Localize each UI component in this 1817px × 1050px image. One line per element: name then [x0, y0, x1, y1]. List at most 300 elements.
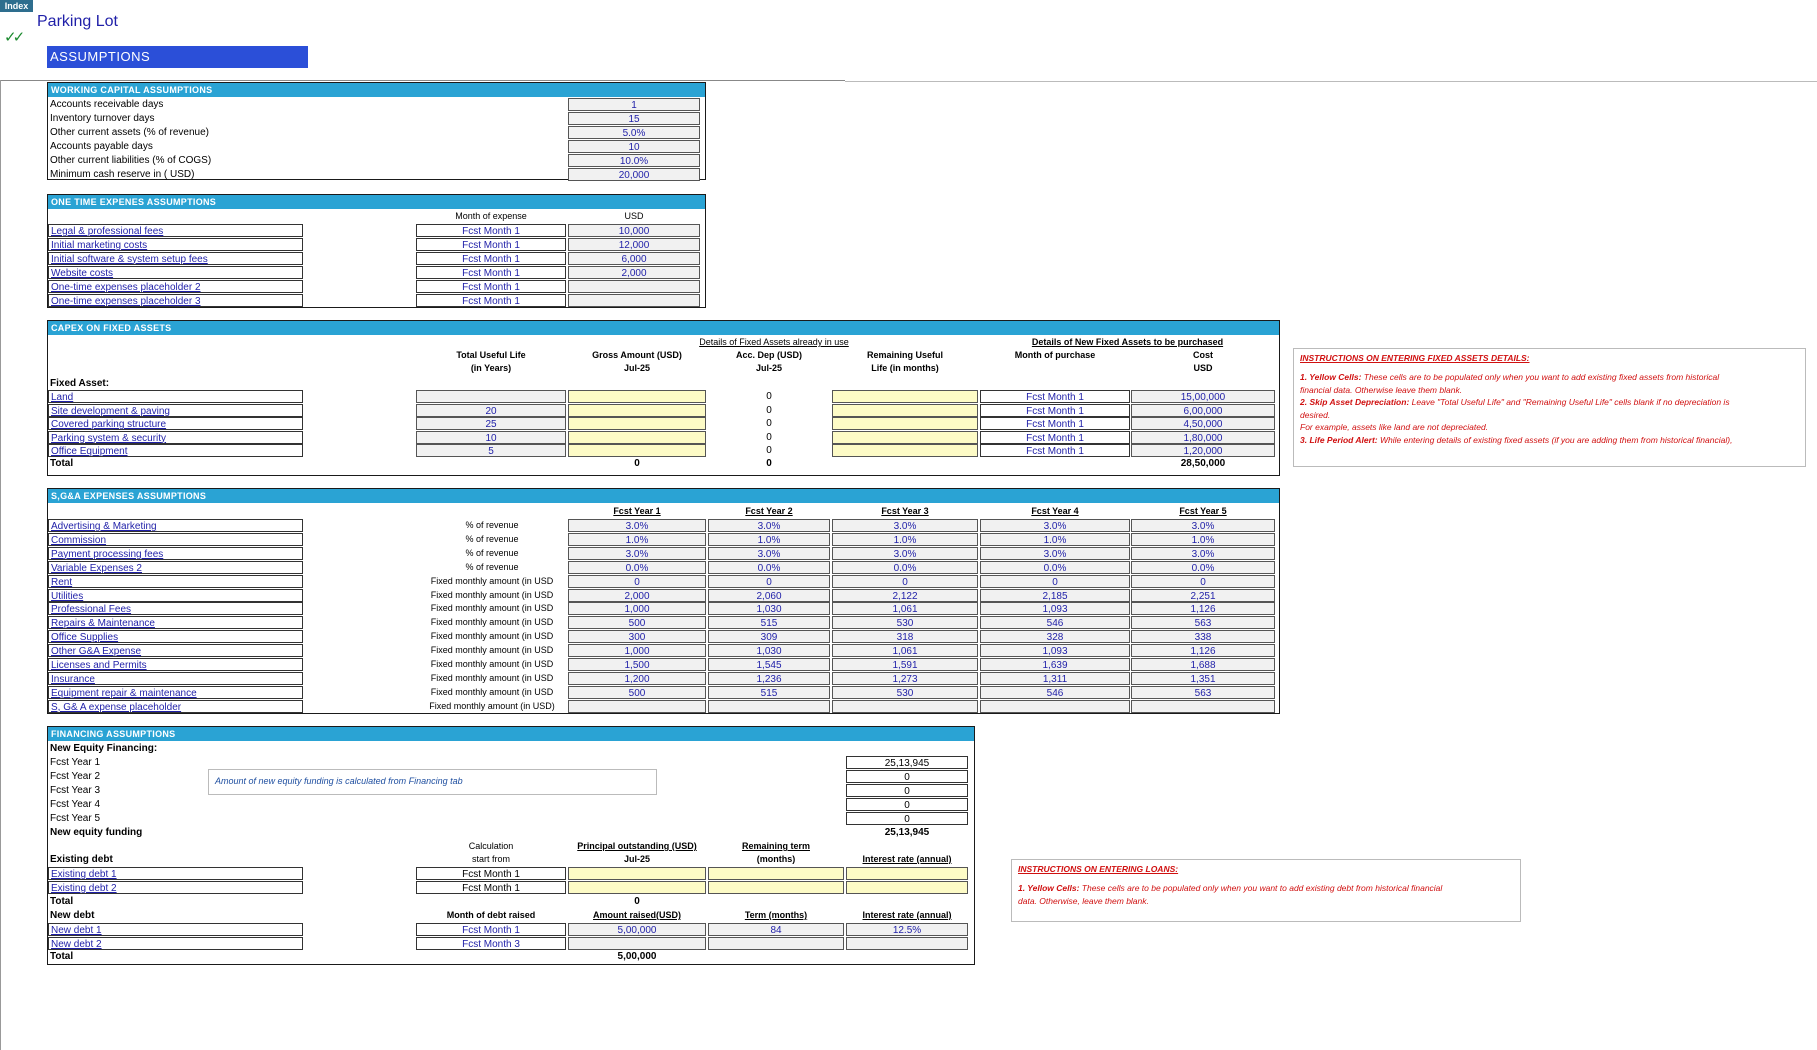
wc-label: Accounts payable days: [50, 140, 153, 152]
value-input[interactable]: 1,126: [1131, 602, 1275, 615]
month-select[interactable]: Fcst Month 3: [416, 937, 566, 950]
useful-life-input[interactable]: 25: [416, 417, 566, 430]
total-value: 0: [766, 458, 772, 469]
table-row: [48, 881, 974, 895]
usd-input[interactable]: [568, 294, 700, 307]
rate-input[interactable]: [846, 937, 968, 950]
basis-label: Fixed monthly amount (in USD): [429, 700, 555, 711]
total-row: [48, 457, 1279, 471]
table-row: [48, 602, 1279, 616]
value-input[interactable]: 1,500: [568, 658, 706, 671]
table-header: [48, 349, 1279, 363]
value-input[interactable]: 1,688: [1131, 658, 1275, 671]
col-header: Jul-25: [623, 854, 650, 864]
col-header-usd: USD: [624, 211, 644, 221]
section-header: CAPEX ON FIXED ASSETS: [48, 321, 1279, 335]
total-row: [48, 950, 974, 964]
note-line: desired.: [1300, 409, 1331, 420]
value-input[interactable]: 338: [1131, 630, 1275, 643]
value-input[interactable]: 1,311: [980, 672, 1130, 685]
expense-link[interactable]: Other G&A Expense: [48, 644, 303, 657]
value-input[interactable]: 1.0%: [1131, 533, 1275, 546]
value-input[interactable]: 1,545: [708, 658, 830, 671]
rate-input[interactable]: 12.5%: [846, 923, 968, 936]
value-input[interactable]: 300: [568, 630, 706, 643]
expense-link[interactable]: Initial marketing costs: [48, 238, 303, 251]
wc-label: Inventory turnover days: [50, 112, 155, 124]
term-input[interactable]: [708, 937, 844, 950]
value-input[interactable]: 0.0%: [980, 561, 1130, 574]
remaining-life-input[interactable]: [832, 390, 978, 403]
value-input[interactable]: 3.0%: [980, 547, 1130, 560]
table-row: [48, 672, 1279, 686]
equity-value: 0: [846, 798, 968, 811]
table-row: [48, 923, 974, 937]
total-value: 0: [634, 458, 640, 469]
month-select[interactable]: Fcst Month 1: [416, 266, 566, 279]
basis-label: Fixed monthly amount (in USD: [430, 575, 554, 586]
year-header: Fcst Year 3: [881, 506, 929, 516]
value-input[interactable]: 515: [708, 686, 830, 699]
loans-instructions: [1011, 859, 1521, 922]
year-label: Fcst Year 4: [50, 798, 101, 810]
basis-label: Fixed monthly amount (in USD: [430, 589, 554, 600]
value-input[interactable]: 0.0%: [832, 561, 978, 574]
col-header: Jul-25: [623, 363, 650, 373]
value-input[interactable]: 1,351: [1131, 672, 1275, 685]
gross-amount-input[interactable]: [568, 417, 706, 430]
value-input[interactable]: 1.0%: [832, 533, 978, 546]
col-header: Principal outstanding (USD): [577, 841, 697, 851]
month-select[interactable]: Fcst Month 1: [416, 224, 566, 237]
check-icon: ✓✓: [4, 29, 22, 46]
value-input[interactable]: 309: [708, 630, 830, 643]
expense-link[interactable]: Office Supplies: [48, 630, 303, 643]
table-row: [48, 700, 1279, 714]
equity-value: 0: [846, 770, 968, 783]
value-input[interactable]: 2,251: [1131, 589, 1275, 602]
value-input[interactable]: 1,000: [568, 602, 706, 615]
expense-link[interactable]: Advertising & Marketing: [48, 519, 303, 532]
table-row: [48, 224, 705, 238]
table-row: [48, 644, 1279, 658]
equity-note: Amount of new equity funding is calculated from Financing tab: [208, 769, 657, 795]
divider: [845, 81, 1817, 82]
table-row: [48, 404, 1279, 418]
acc-dep-value: 0: [766, 404, 772, 416]
expense-link[interactable]: S, G& A expense placeholder: [48, 700, 303, 713]
asset-link[interactable]: Office Equipment: [48, 444, 303, 457]
table-row: [48, 589, 1279, 603]
working-capital-section: [47, 82, 706, 180]
col-header: Month of purchase: [1014, 350, 1096, 360]
wc-value-input[interactable]: 10.0%: [568, 154, 700, 167]
total-label: Total: [50, 951, 74, 962]
basis-label: Fixed monthly amount (in USD: [430, 659, 554, 669]
gross-amount-input[interactable]: [568, 390, 706, 403]
start-select[interactable]: Fcst Month 1: [416, 881, 566, 894]
useful-life-input[interactable]: 5: [416, 444, 566, 457]
table-header: [48, 840, 974, 854]
total-label: Total: [50, 896, 74, 907]
expense-link[interactable]: Website costs: [48, 266, 303, 279]
table-row: [48, 294, 705, 308]
table-row: [48, 575, 1279, 589]
basis-label: % of revenue: [465, 561, 519, 572]
group-existing: Details of Fixed Assets already in use: [699, 337, 849, 347]
value-input[interactable]: 3.0%: [832, 547, 978, 560]
expense-link[interactable]: Payment processing fees: [48, 547, 303, 560]
value-input[interactable]: 318: [832, 630, 978, 643]
value-input[interactable]: 1,030: [708, 602, 830, 615]
useful-life-input[interactable]: 10: [416, 431, 566, 444]
value-input[interactable]: 0.0%: [1131, 561, 1275, 574]
table-row: [48, 280, 705, 294]
value-input[interactable]: [832, 700, 978, 713]
table-row: [48, 238, 705, 252]
usd-input[interactable]: 10,000: [568, 224, 700, 237]
acc-dep-value: 0: [766, 431, 772, 443]
value-input[interactable]: 1.0%: [708, 533, 830, 546]
value-input[interactable]: 0: [568, 575, 706, 588]
table-row: [48, 533, 1279, 547]
value-input[interactable]: 1,591: [832, 658, 978, 671]
total-value: 5,00,000: [617, 951, 657, 962]
note-line: For example, assets like land are not depreciated.: [1300, 422, 1489, 432]
value-input[interactable]: 563: [1131, 616, 1275, 629]
gross-amount-input[interactable]: [568, 431, 706, 444]
year-header: Fcst Year 2: [745, 506, 793, 516]
value-input[interactable]: 530: [832, 616, 978, 629]
divider: [0, 80, 845, 81]
basis-label: Fixed monthly amount (in USD: [430, 631, 554, 642]
cost-input[interactable]: 1,80,000: [1131, 431, 1275, 444]
table-row: [48, 140, 705, 154]
note-line: financial data. Otherwise leave them blank.: [1300, 384, 1463, 395]
value-input[interactable]: 3.0%: [568, 519, 706, 532]
note-line: 1. Yellow Cells: These cells are to be populated only when you want to add existing fixed assets from historical: [1300, 372, 1720, 382]
amount-input[interactable]: 5,00,000: [568, 923, 706, 936]
col-header: (in Years): [470, 363, 512, 373]
table-row: [48, 812, 974, 826]
value-input[interactable]: 500: [568, 686, 706, 699]
value-input[interactable]: [568, 700, 706, 713]
start-select[interactable]: Fcst Month 1: [416, 867, 566, 880]
table-row: [48, 377, 1279, 391]
cost-input[interactable]: 1,20,000: [1131, 444, 1275, 457]
interest-rate-input[interactable]: [846, 881, 968, 894]
remaining-life-input[interactable]: [832, 444, 978, 457]
value-input[interactable]: 1,273: [832, 672, 978, 685]
basis-label: Fixed monthly amount (in USD: [430, 603, 554, 614]
value-input[interactable]: 546: [980, 686, 1130, 699]
debt-link[interactable]: Existing debt 2: [48, 881, 303, 894]
principal-input[interactable]: [568, 867, 706, 880]
section-header: S,G&A EXPENSES ASSUMPTIONS: [48, 489, 1279, 503]
page-title: Parking Lot: [37, 13, 118, 30]
col-header: Interest rate (annual): [862, 854, 952, 864]
table-row: [48, 742, 974, 756]
value-input[interactable]: 530: [832, 686, 978, 699]
wc-label: Accounts receivable days: [50, 99, 164, 110]
table-row: [48, 154, 705, 168]
table-row: [48, 390, 1279, 404]
value-input[interactable]: 3.0%: [1131, 519, 1275, 532]
expense-link[interactable]: Utilities: [48, 589, 303, 602]
note-line: 1. Yellow Cells: These cells are to be populated only when you want to add existing debt from historical financial: [1018, 883, 1443, 893]
expense-link[interactable]: Legal & professional fees: [48, 224, 303, 237]
value-input[interactable]: 1,030: [708, 644, 830, 657]
month-select[interactable]: Fcst Month 1: [416, 238, 566, 251]
table-row: [48, 519, 1279, 533]
value-input[interactable]: 3.0%: [708, 519, 830, 532]
month-select[interactable]: Fcst Month 1: [980, 444, 1130, 457]
value-input[interactable]: 0: [980, 575, 1130, 588]
table-row: [48, 126, 705, 140]
value-input[interactable]: 0: [1131, 575, 1275, 588]
table-header: [48, 505, 1279, 519]
assumptions-banner: ASSUMPTIONS: [47, 46, 308, 68]
month-select[interactable]: Fcst Month 1: [980, 417, 1130, 430]
new-equity-label: New Equity Financing:: [50, 743, 158, 754]
expense-link[interactable]: Rent: [48, 575, 303, 588]
useful-life-input[interactable]: 20: [416, 404, 566, 417]
wc-value-input[interactable]: 20,000: [568, 168, 700, 181]
table-row: [48, 98, 705, 112]
acc-dep-value: 0: [766, 391, 772, 402]
table-row: [48, 616, 1279, 630]
col-header: Jul-25: [755, 363, 782, 373]
useful-life-input[interactable]: [416, 390, 566, 403]
basis-label: Fixed monthly amount (in USD: [430, 645, 554, 656]
expense-link[interactable]: Insurance: [48, 672, 303, 685]
value-input[interactable]: 3.0%: [980, 519, 1130, 532]
interest-rate-input[interactable]: [846, 867, 968, 880]
year-label: Fcst Year 1: [50, 757, 101, 768]
new-debt-label: New debt: [50, 910, 95, 921]
fixed-assets-instructions: [1293, 348, 1806, 467]
wc-value-input[interactable]: 15: [568, 112, 700, 125]
cost-input[interactable]: 4,50,000: [1131, 417, 1275, 430]
basis-label: Fixed monthly amount (in USD: [430, 617, 554, 628]
value-input[interactable]: 1,236: [708, 672, 830, 685]
term-input[interactable]: 84: [708, 923, 844, 936]
wc-label: Other current assets (% of revenue): [50, 126, 209, 138]
note-line: 3. Life Period Alert: While entering details of existing fixed assets (if you are adding them from historical financial),: [1300, 434, 1733, 445]
value-input[interactable]: 2,060: [708, 589, 830, 602]
col-header: Total Useful Life: [456, 350, 526, 360]
remaining-life-input[interactable]: [832, 417, 978, 430]
table-row: [48, 444, 1279, 458]
table-header: [48, 362, 1279, 376]
expense-link[interactable]: Initial software & system setup fees: [48, 252, 303, 265]
basis-label: % of revenue: [465, 520, 519, 530]
basis-label: % of revenue: [465, 533, 519, 544]
total-value: 28,50,000: [1180, 458, 1226, 469]
year-label: Fcst Year 2: [50, 770, 101, 782]
wc-value-input[interactable]: 1: [568, 98, 700, 111]
value-input[interactable]: 3.0%: [832, 519, 978, 532]
table-row: [48, 252, 705, 266]
section-header: FINANCING ASSUMPTIONS: [48, 727, 974, 741]
year-label: Fcst Year 5: [50, 812, 101, 824]
gross-amount-input[interactable]: [568, 444, 706, 457]
month-select[interactable]: Fcst Month 1: [416, 252, 566, 265]
value-input[interactable]: 500: [568, 616, 706, 629]
value-input[interactable]: [1131, 700, 1275, 713]
table-row: [48, 686, 1279, 700]
note-line: 2. Skip Asset Depreciation: Leave "Total Useful Life" and "Remaining Useful Life" cells blank if no depreciation is: [1300, 397, 1730, 407]
expense-link[interactable]: Repairs & Maintenance: [48, 616, 303, 629]
fixed-asset-label: Fixed Asset:: [50, 378, 110, 389]
month-select[interactable]: Fcst Month 1: [416, 294, 566, 307]
table-row: [48, 266, 705, 280]
value-input[interactable]: 2,122: [832, 589, 978, 602]
value-input[interactable]: [708, 700, 830, 713]
col-header: (months): [756, 854, 796, 864]
month-select[interactable]: Fcst Month 1: [980, 390, 1130, 403]
usd-input[interactable]: 6,000: [568, 252, 700, 265]
table-row: [48, 658, 1279, 672]
total-row: [48, 826, 974, 840]
value-input[interactable]: 1,639: [980, 658, 1130, 671]
total-value: 0: [634, 896, 640, 907]
expense-link[interactable]: Licenses and Permits: [48, 658, 303, 671]
col-header: Interest rate (annual): [862, 910, 952, 920]
debt-link[interactable]: New debt 2: [48, 937, 303, 950]
financing-section: [47, 726, 975, 965]
expense-link[interactable]: Variable Expenses 2: [48, 561, 303, 574]
gross-amount-input[interactable]: [568, 404, 706, 417]
principal-input[interactable]: [568, 881, 706, 894]
col-header: Acc. Dep (USD): [735, 350, 802, 360]
cost-input[interactable]: 15,00,000: [1131, 390, 1275, 403]
table-row: [48, 756, 974, 770]
existing-debt-label: Existing debt: [50, 854, 113, 865]
note-line: data. Otherwise, leave them blank.: [1018, 895, 1149, 906]
section-header: ONE TIME EXPENES ASSUMPTIONS: [48, 195, 705, 209]
col-header: Life (in months): [871, 363, 939, 373]
remaining-life-input[interactable]: [832, 431, 978, 444]
value-input[interactable]: 1,093: [980, 602, 1130, 615]
year-header: Fcst Year 4: [1031, 506, 1079, 516]
value-input[interactable]: 3.0%: [708, 547, 830, 560]
value-input[interactable]: [980, 700, 1130, 713]
wc-value-input[interactable]: 10: [568, 140, 700, 153]
value-input[interactable]: 2,185: [980, 589, 1130, 602]
asset-link[interactable]: Covered parking structure: [48, 417, 303, 430]
value-input[interactable]: 0.0%: [708, 561, 830, 574]
value-input[interactable]: 546: [980, 616, 1130, 629]
debt-link[interactable]: Existing debt 1: [48, 867, 303, 880]
acc-dep-value: 0: [766, 445, 772, 456]
note-title: INSTRUCTIONS ON ENTERING FIXED ASSETS DETAILS:: [1300, 353, 1530, 363]
capex-section: [47, 320, 1280, 476]
expense-link[interactable]: Professional Fees: [48, 602, 303, 615]
equity-value: 0: [846, 812, 968, 825]
col-header: start from: [471, 854, 510, 864]
group-header: [48, 336, 1279, 350]
month-select[interactable]: Fcst Month 1: [416, 923, 566, 936]
total-label: Total: [50, 458, 74, 469]
usd-input[interactable]: [568, 280, 700, 293]
month-select[interactable]: Fcst Month 1: [416, 280, 566, 293]
expense-link[interactable]: Equipment repair & maintenance: [48, 686, 303, 699]
table-row: [48, 798, 974, 812]
asset-link[interactable]: Land: [48, 390, 303, 403]
basis-label: % of revenue: [465, 547, 519, 558]
value-input[interactable]: 563: [1131, 686, 1275, 699]
value-input[interactable]: 3.0%: [568, 547, 706, 560]
value-input[interactable]: 515: [708, 616, 830, 629]
table-row: [48, 168, 705, 182]
table-row: [48, 417, 1279, 431]
value-input[interactable]: 1.0%: [568, 533, 706, 546]
value-input[interactable]: 1,061: [832, 644, 978, 657]
year-label: Fcst Year 3: [50, 784, 101, 796]
value-input[interactable]: 1,200: [568, 672, 706, 685]
wc-label: Minimum cash reserve in ( USD): [50, 168, 195, 180]
value-input[interactable]: 1,061: [832, 602, 978, 615]
asset-link[interactable]: Parking system & security: [48, 431, 303, 444]
table-header: [48, 909, 974, 923]
value-input[interactable]: 1.0%: [980, 533, 1130, 546]
col-header: Remaining term: [741, 841, 810, 851]
usd-input[interactable]: 12,000: [568, 238, 700, 251]
amount-input[interactable]: [568, 937, 706, 950]
month-select[interactable]: Fcst Month 1: [980, 404, 1130, 417]
remaining-term-input[interactable]: [708, 867, 844, 880]
group-new: Details of New Fixed Assets to be purchased: [1031, 337, 1224, 347]
equity-value: 0: [846, 784, 968, 797]
usd-input[interactable]: 2,000: [568, 266, 700, 279]
value-input[interactable]: 328: [980, 630, 1130, 643]
wc-label: Other current liabilities (% of COGS): [50, 154, 212, 166]
cost-input[interactable]: 6,00,000: [1131, 404, 1275, 417]
value-input[interactable]: 2,000: [568, 589, 706, 602]
expense-link[interactable]: Commission: [48, 533, 303, 546]
table-header: [48, 853, 974, 867]
index-tab[interactable]: Index: [0, 0, 33, 12]
value-input[interactable]: 0: [832, 575, 978, 588]
asset-link[interactable]: Site development & paving: [48, 404, 303, 417]
wc-value-input[interactable]: 5.0%: [568, 126, 700, 139]
debt-link[interactable]: New debt 1: [48, 923, 303, 936]
expense-link[interactable]: One-time expenses placeholder 2: [48, 280, 303, 293]
value-input[interactable]: 1,093: [980, 644, 1130, 657]
expense-link[interactable]: One-time expenses placeholder 3: [48, 294, 303, 307]
section-header: WORKING CAPITAL ASSUMPTIONS: [48, 83, 705, 97]
basis-label: Fixed monthly amount (in USD: [430, 686, 554, 697]
value-input[interactable]: 0.0%: [568, 561, 706, 574]
col-header: Remaining Useful: [866, 350, 943, 360]
value-input[interactable]: 1,126: [1131, 644, 1275, 657]
note-title: INSTRUCTIONS ON ENTERING LOANS:: [1018, 864, 1179, 874]
col-header: Amount raised(USD): [592, 910, 681, 920]
col-header: USD: [1193, 363, 1213, 373]
sga-section: [47, 488, 1280, 714]
remaining-term-input[interactable]: [708, 881, 844, 894]
value-input[interactable]: 0: [708, 575, 830, 588]
table-row: [48, 431, 1279, 445]
table-row: [48, 547, 1279, 561]
equity-total-value: 25,13,945: [884, 827, 930, 838]
remaining-life-input[interactable]: [832, 404, 978, 417]
value-input[interactable]: 1,000: [568, 644, 706, 657]
value-input[interactable]: 3.0%: [1131, 547, 1275, 560]
month-select[interactable]: Fcst Month 1: [980, 431, 1130, 444]
table-row: [48, 630, 1279, 644]
